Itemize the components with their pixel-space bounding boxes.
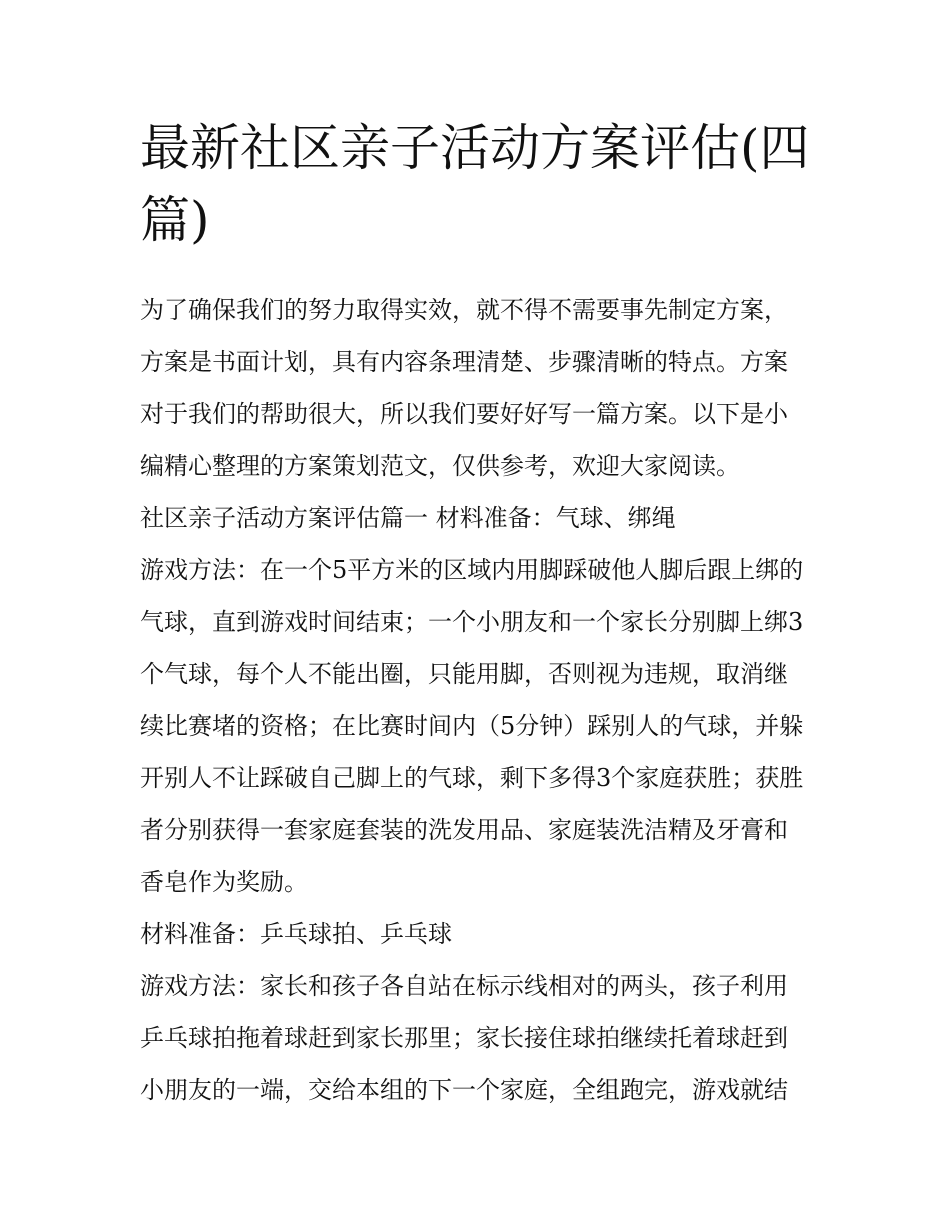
paragraph-intro: 为了确保我们的努力取得实效，就不得不需要事先制定方案，方案是书面计划，具有内容条理清楚、步骤清晰的特点。方案对于我们的帮助很大，所以我们要好好写一篇方案。以下是小编精心整理的方案策划范文，仅供参考，欢迎大家阅读。 [140, 296, 788, 480]
document-title: 最新社区亲子活动方案评估(四篇) [140, 119, 810, 249]
paragraph-balloon-game-method: 游戏方法：在一个5平方米的区域内用脚踩破他人脚后跟上绑的气球，直到游戏时间结束；一个小朋友和一个家长分别脚上绑3个气球，每个人不能出圈，只能用脚，否则视为违规，取消继续比赛堵的资格；在比赛时间内（5分钟）踩别人的气球，并躲开别人不让踩破自己脚上的气球，剩下多得3个家庭获胜；获胜者分别获得一套家庭套装的洗发用品、家庭装洗洁精及牙膏和香皂作为奖励。 [140, 556, 804, 896]
paragraph-pingpong-game-method: 游戏方法：家长和孩子各自站在标示线相对的两头，孩子利用乒乓球拍拖着球赶到家长那里；家长接住球拍继续托着球赶到小朋友的一端，交给本组的下一个家庭，全组跑完，游戏就结 [140, 972, 788, 1104]
document-body [140, 284, 810, 1116]
paragraph-pingpong-materials: 材料准备：乒乓球拍、乒乓球 [140, 920, 452, 948]
paragraph-section-one-materials: 社区亲子活动方案评估篇一 材料准备：气球、绑绳 [140, 504, 676, 532]
